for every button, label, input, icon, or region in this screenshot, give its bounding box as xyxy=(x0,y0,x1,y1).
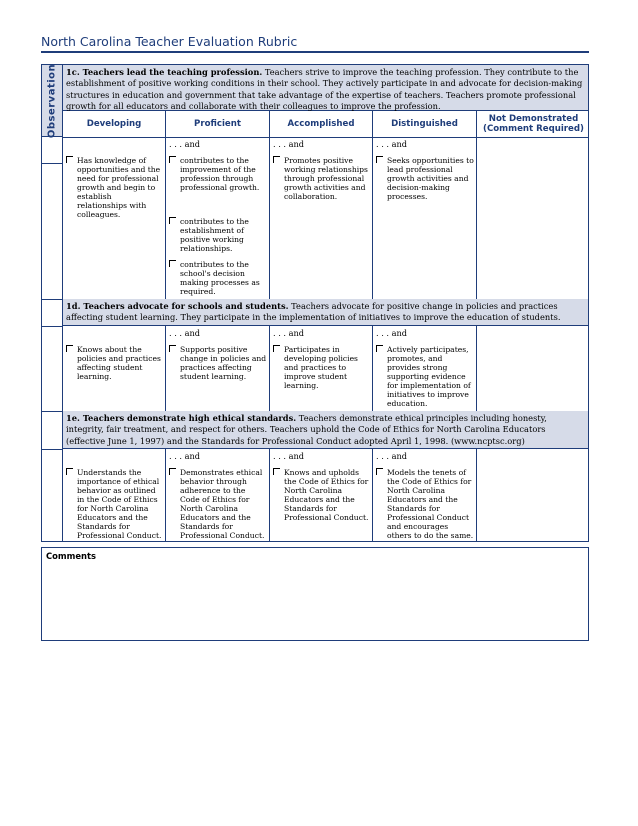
cell-proficient xyxy=(166,449,270,542)
and-label: . . . and xyxy=(376,451,408,461)
item-text: contributes to the establishment of positive working relationships. xyxy=(180,217,249,253)
column-header-row xyxy=(63,111,588,138)
column-header-not-demonstrated: Not Demonstrated (Comment Required) xyxy=(483,114,584,134)
cell-proficient xyxy=(166,326,270,411)
cell-not-demonstrated xyxy=(477,137,590,299)
and-label: . . . and xyxy=(169,328,201,338)
list-item xyxy=(373,156,474,201)
cell-accomplished xyxy=(270,137,373,299)
comments-box[interactable] xyxy=(41,547,589,641)
cell-developing xyxy=(63,449,166,542)
sidebar-divider xyxy=(42,299,62,300)
sidebar-divider xyxy=(42,326,62,327)
item-text: Demonstrates ethical behavior through adherence to the Code of Ethics for North Carolina Educators and the Standards for Professional Conduct. xyxy=(180,468,265,540)
checkbox[interactable] xyxy=(169,345,176,352)
checkbox[interactable] xyxy=(273,468,280,475)
comments-label: Comments xyxy=(46,551,96,561)
cell-not-demonstrated xyxy=(477,326,590,411)
standard-1d-title: 1d. Teachers advocate for schools and students. xyxy=(66,301,289,311)
cell-proficient xyxy=(166,137,270,299)
item-text: Understands the importance of ethical behavior as outlined in the Code of Ethics for North Carolina Educators and the Standards for Professional Conduct. xyxy=(77,468,162,540)
cell-not-demonstrated xyxy=(477,449,590,542)
checkbox[interactable] xyxy=(66,156,73,163)
and-label: . . . and xyxy=(273,328,305,338)
rubric-grid xyxy=(62,65,588,541)
and-label: . . . and xyxy=(169,451,201,461)
sidebar-divider xyxy=(42,411,62,412)
list-item xyxy=(63,468,163,540)
checkbox[interactable] xyxy=(169,260,176,267)
cell-distinguished xyxy=(373,449,477,542)
item-text: Promotes positive working relationships through professional growth activities and collaboration. xyxy=(284,156,368,201)
standard-1e-row xyxy=(63,449,588,542)
item-text: Supports positive change in policies and practices affecting student learning. xyxy=(180,345,267,381)
checkbox[interactable] xyxy=(376,468,383,475)
title-rule xyxy=(41,51,589,53)
and-label: . . . and xyxy=(273,139,305,149)
list-item xyxy=(63,156,163,219)
list-item xyxy=(270,345,370,390)
list-item xyxy=(166,217,267,253)
checkbox[interactable] xyxy=(376,345,383,352)
item-text: Has knowledge of opportunities and the need for professional growth and begin to establish relationships with colleagues. xyxy=(77,156,161,219)
item-text: Models the tenets of the Code of Ethics for North Carolina Educators and the Standards for Professional Conduct and encourages others to do the same. xyxy=(387,468,474,540)
checkbox[interactable] xyxy=(169,217,176,224)
list-item xyxy=(166,260,267,296)
standard-1e-title: 1e. Teachers demonstrate high ethical standards. xyxy=(66,413,297,423)
cell-accomplished xyxy=(270,449,373,542)
standard-1d-row xyxy=(63,326,588,412)
item-text: contributes to the improvement of the profession through professional growth. xyxy=(180,156,260,192)
and-label: . . . and xyxy=(169,139,201,149)
item-text: Seeks opportunities to lead professional growth activities and decision-making processes. xyxy=(387,156,474,201)
item-text: contributes to the school's decision making processes as required. xyxy=(180,260,260,296)
list-item xyxy=(166,345,267,381)
column-header-proficient: Proficient xyxy=(166,111,270,137)
column-header-developing: Developing xyxy=(63,111,166,137)
cell-distinguished xyxy=(373,326,477,411)
observation-label-cell xyxy=(42,65,62,137)
item-text: Knows about the policies and practices affecting student learning. xyxy=(77,345,161,381)
and-label: . . . and xyxy=(273,451,305,461)
page-title: North Carolina Teacher Evaluation Rubric xyxy=(41,34,298,49)
list-item xyxy=(373,468,474,540)
standard-1c-row xyxy=(63,137,588,300)
standard-1e-description: Teachers demonstrate ethical principles including honesty, integrity, fair treatment, and respect for others. Teachers uphold the Code of Ethics for North Carolina Educators (effective June 1, 1997) and the Standards for Professional Conduct adopted April 1, 1998. (www.ncptsc.org) xyxy=(66,413,547,446)
cell-distinguished xyxy=(373,137,477,299)
observation-sidebar xyxy=(42,65,62,541)
standard-1c-heading xyxy=(63,65,588,111)
checkbox[interactable] xyxy=(169,156,176,163)
list-item xyxy=(270,468,370,522)
list-item xyxy=(373,345,474,408)
column-header-distinguished: Distinguished xyxy=(373,111,477,137)
sidebar-divider xyxy=(42,449,62,450)
checkbox[interactable] xyxy=(66,345,73,352)
standard-1d-description: Teachers advocate for positive change in policies and practices affecting student learning. They participate in the implementation of initiatives to improve the education of students. xyxy=(66,301,561,323)
checkbox[interactable] xyxy=(169,468,176,475)
list-item xyxy=(166,156,267,192)
list-item xyxy=(63,345,163,381)
item-text: Knows and upholds the Code of Ethics for North Carolina Educators and the Standards for Professional Conduct. xyxy=(284,468,369,522)
checkbox[interactable] xyxy=(273,156,280,163)
cell-developing xyxy=(63,137,166,299)
standard-1e-heading xyxy=(63,411,588,449)
checkbox[interactable] xyxy=(273,345,280,352)
item-text: Actively participates, promotes, and provides strong supporting evidence for implementation of initiatives to improve education. xyxy=(387,345,471,408)
cell-developing xyxy=(63,326,166,411)
list-item xyxy=(270,156,370,201)
standard-1c-title: 1c. Teachers lead the teaching profession. xyxy=(66,67,263,77)
cell-accomplished xyxy=(270,326,373,411)
observation-label: Observation xyxy=(46,63,58,138)
standard-1d-heading xyxy=(63,299,588,326)
checkbox[interactable] xyxy=(66,468,73,475)
and-label: . . . and xyxy=(376,328,408,338)
column-header-accomplished: Accomplished xyxy=(270,111,373,137)
list-item xyxy=(166,468,267,540)
checkbox[interactable] xyxy=(376,156,383,163)
rubric-table xyxy=(41,64,589,542)
standard-1c-description: Teachers strive to improve the teaching profession. They contribute to the establishment of positive working conditions in their school. They actively participate in and advocate for decision-making structures in education and government that take advantage of the expertise of teachers. Teachers promote professional growth for all educators and collaborate with their colleagues to improve the profession. xyxy=(66,67,583,112)
sidebar-divider xyxy=(42,163,62,164)
and-label: . . . and xyxy=(376,139,408,149)
item-text: Participates in developing policies and practices to improve student learning. xyxy=(284,345,358,390)
